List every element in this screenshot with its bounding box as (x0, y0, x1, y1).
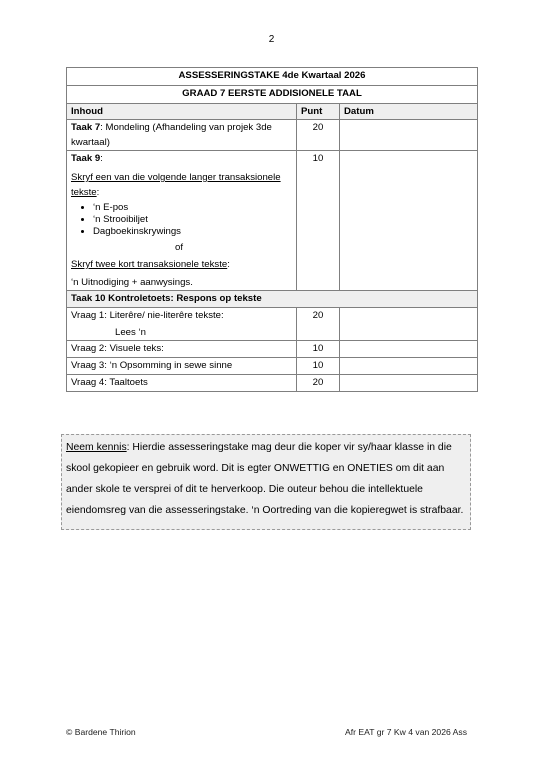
question1-cell (67, 308, 297, 341)
column-header-datum: Datum (340, 104, 478, 120)
assessment-table (66, 67, 478, 392)
question2-text: Vraag 2: Visuele teks: (67, 341, 297, 358)
footer-document-code: Afr EAT gr 7 Kw 4 van 2026 Ass (345, 727, 467, 737)
task9-label: Taak 9 (71, 153, 101, 164)
table-row-question4 (67, 375, 478, 392)
task9-instruction2: Skryf twee kort transaksionele tekste: (71, 259, 230, 270)
table-row-question1 (67, 308, 478, 341)
page-number: 2 (268, 34, 275, 45)
list-item: • ‘n Strooibiljet (93, 214, 292, 226)
question1-points: 20 (297, 308, 340, 341)
table-row-question3 (67, 358, 478, 375)
list-item: • ‘n E-pos (93, 202, 292, 214)
column-header-row (67, 104, 478, 120)
column-header-inhoud: Inhoud (67, 104, 297, 120)
task7-cell (67, 120, 297, 151)
notice-label: Neem kennis (66, 442, 127, 453)
table-title-row (67, 68, 478, 86)
question2-date (340, 341, 478, 358)
question1-sub: Lees ‘n (115, 327, 146, 338)
table-subtitle: GRAAD 7 EERSTE ADDISIONELE TAAL (67, 86, 478, 104)
question4-date (340, 375, 478, 392)
task9-points: 10 (297, 151, 340, 291)
column-header-punt: Punt (297, 104, 340, 120)
task7-text: : Mondeling (Afhandeling van projek 3de kwartaal) (71, 122, 272, 148)
task9-or: of (175, 242, 184, 253)
task9-short-texts: ‘n Uitnodiging + aanwysings. (71, 277, 193, 288)
table-row-task9 (67, 151, 478, 291)
task7-points: 20 (297, 120, 340, 151)
question2-points: 10 (297, 341, 340, 358)
task7-label: Taak 7 (71, 122, 101, 133)
task9-date (340, 151, 478, 291)
task9-cell: Taak 9: Skryf een van die volgende langer transaksionele tekste: • ‘n E-pos • ‘n Strooibiljet • Dagboekinskrywings of Skryf twee kort transaksionele tekste: ‘n Uitnodiging + aanwysings. (67, 151, 297, 291)
question1-date (340, 308, 478, 341)
task7-date (340, 120, 478, 151)
task9-options-list (71, 202, 292, 238)
question3-text: Vraag 3: ‘n Opsomming in sewe sinne (67, 358, 297, 375)
table-subtitle-row (67, 86, 478, 104)
task10-heading: Taak 10 Kontroletoets: Respons op tekste (67, 291, 478, 308)
table-row-question2 (67, 341, 478, 358)
task9-instruction1: Skryf een van die volgende langer transaksionele tekste: (71, 172, 281, 198)
list-item: • Dagboekinskrywings (93, 226, 292, 238)
footer-copyright: © Bardene Thirion (66, 727, 136, 737)
question4-points: 20 (297, 375, 340, 392)
question3-date (340, 358, 478, 375)
table-title: ASSESSERINGSTAKE 4de Kwartaal 2026 (67, 68, 478, 86)
question4-text: Vraag 4: Taaltoets (67, 375, 297, 392)
question1-text: Vraag 1: Literêre/ nie-literêre tekste: (71, 310, 224, 321)
table-row-task7 (67, 120, 478, 151)
question3-points: 10 (297, 358, 340, 375)
notice-text: : Hierdie assesseringstake mag deur die koper vir sy/haar klasse in die skool gekopieer en gebruik word. Dit is egter ONWETTIG en ONETIES om dit aan ander skole te versprei of dit te herverkoop. Die outeur behou die intellektuele eiendomsreg van die assesseringstake. ‘n Oortreding van die kopieregwet is strafbaar. (66, 442, 464, 516)
copyright-notice (61, 434, 471, 530)
table-row-task10-heading (67, 291, 478, 308)
